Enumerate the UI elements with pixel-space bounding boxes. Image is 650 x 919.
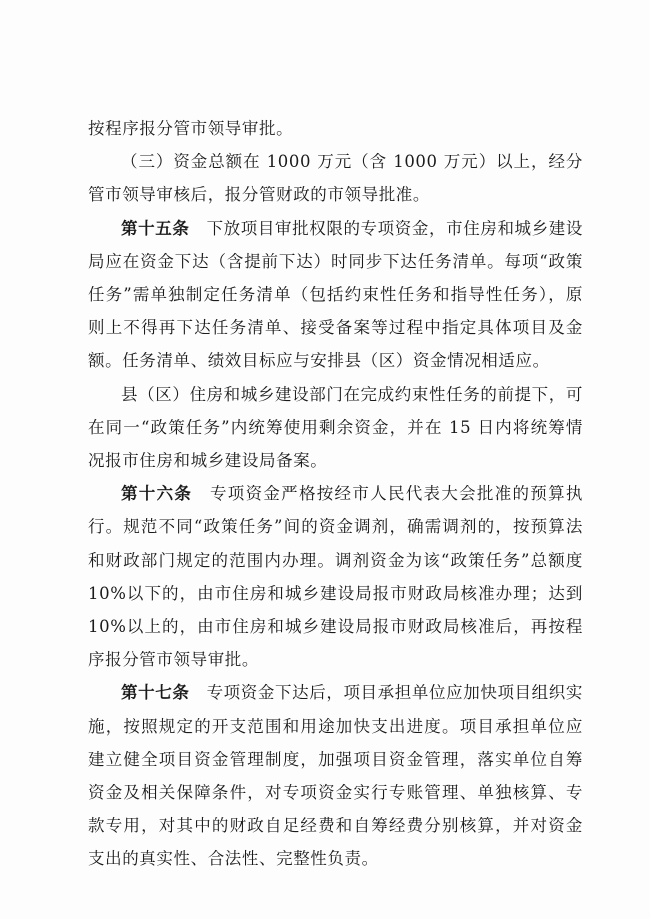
article-label: 第十六条 <box>121 484 193 504</box>
article-sixteen <box>88 477 583 676</box>
article-seventeen <box>88 676 583 875</box>
paragraph-text: 专项资金严格按经市人民代表大会批准的预算执行。规范不同“政策任务”间的资金调剂，确需调剂的，按预算法和财政部门规定的范围内办理。调剂资金为该“政策任务”总额度 10%以下的，由市住房和城乡建设局报市财政局核准办理；达到 10%以上的，由市住房和城乡建设局报市财政局核准后，再按程序报分管市领导审批。 <box>88 484 583 670</box>
paragraph-text: （三）资金总额在 1000 万元（含 1000 万元）以上，经分管市领导审核后，报分管财政的市领导批准。 <box>88 152 583 205</box>
paragraph-continuation <box>88 112 583 145</box>
paragraph-text: 专项资金下达后，项目承担单位应加快项目组织实施，按照规定的开支范围和用途加快支出进度。项目承担单位应建立健全项目资金管理制度，加强项目资金管理，落实单位自筹资金及相关保障条件，对专项资金实行专账管理、单独核算、专款专用，对其中的财政自足经费和自筹经费分别核算，并对资金支出的真实性、合法性、完整性负责。 <box>88 683 583 869</box>
paragraph-item-three <box>88 145 583 211</box>
paragraph-text: 按程序报分管市领导审批。 <box>88 119 294 138</box>
article-label: 第十五条 <box>121 218 190 238</box>
paragraph-county-departments <box>88 378 583 478</box>
paragraph-text: 县（区）住房和城乡建设部门在完成约束性任务的前提下，可在同一“政策任务”内统筹使用剩余资金，并在 15 日内将统筹情况报市住房和城乡建设局备案。 <box>88 384 583 471</box>
article-fifteen <box>88 212 583 378</box>
paragraph-text: 下放项目审批权限的专项资金，市住房和城乡建设局应在资金下达（含提前下达）时同步下达任务清单。每项“政策任务”需单独制定任务清单（包括约束性任务和指导性任务），原则上不得再下达任务清单、接受备案等过程中指定具体项目及金额。任务清单、绩效目标应与安排县（区）资金情况相适应。 <box>88 218 583 371</box>
document-body <box>88 112 583 876</box>
article-label: 第十七条 <box>121 683 190 703</box>
